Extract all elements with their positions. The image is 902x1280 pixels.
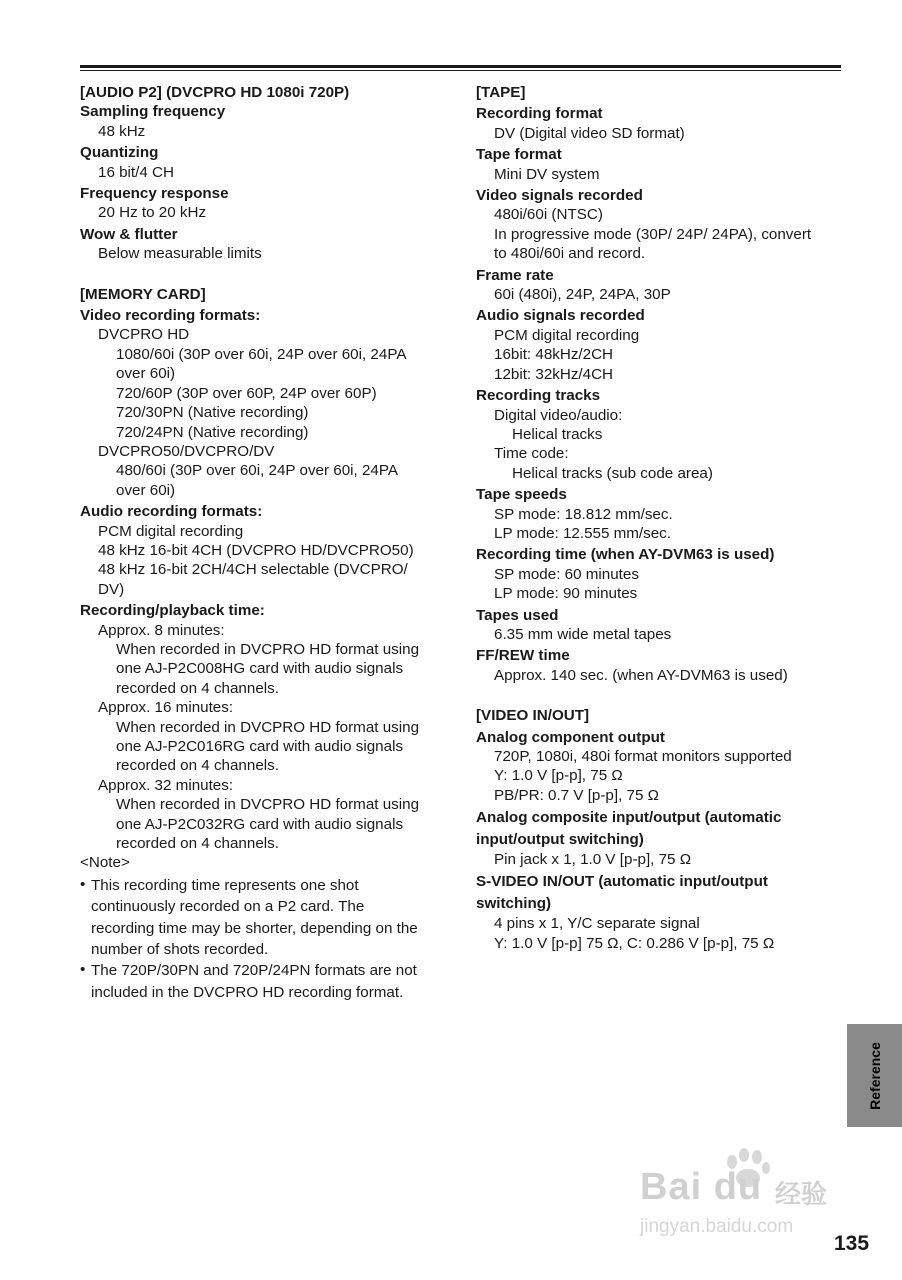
spec-value: Y: 1.0 V [p-p] 75 Ω, C: 0.286 V [p-p], 75 Ω [494,934,775,952]
spec-value: 16 bit/4 CH [98,163,174,181]
spec-value: 480/60i (30P over 60i, 24P over 60i, 24PA [116,462,399,480]
spec-value: 12bit: 32kHz/4CH [494,365,614,383]
note-label: <Note> [80,854,130,872]
spec-value: Approx. 16 minutes: [98,699,234,717]
spec-label: input/output switching) [476,830,644,848]
spec-value: one AJ-P2C032RG card with audio signals [116,815,404,833]
baidu-watermark [640,1148,850,1244]
spec-value: recorded on 4 channels. [116,679,279,697]
spec-value: 720P, 1080i, 480i format monitors supported [494,748,792,765]
spec-value: recorded on 4 channels. [116,757,279,775]
bullet-dot: • [80,961,86,979]
spec-label: Tapes used [476,606,559,624]
spec-value: Digital video/audio: [494,406,623,424]
spec-value: Y: 1.0 V [p-p], 75 Ω [494,767,623,785]
section-title-video-io: [VIDEO IN/OUT] [476,707,590,725]
memory-card-section [80,285,452,1004]
spec-value: Mini DV system [494,165,600,183]
spec-value: LP mode: 12.555 mm/sec. [494,524,671,542]
spec-value: 6.35 mm wide metal tapes [494,625,672,643]
spec-label: switching) [476,894,552,912]
spec-label: Frame rate [476,266,554,284]
bullet-dot: • [80,875,86,893]
spec-value: Time code: [494,445,569,463]
watermark-cn: 经验 [775,1179,828,1209]
side-tab-label: Reference [866,1041,883,1110]
spec-value: PB/PR: 0.7 V [p-p], 75 Ω [494,786,659,804]
spec-label: Analog composite input/output (automatic [476,809,782,827]
spec-value: Below measurable limits [98,245,262,263]
note-text: The 720P/30PN and 720P/24PN formats are not [91,962,417,980]
note-text: This recording time represents one shot [91,876,359,894]
spec-value: 20 Hz to 20 kHz [98,204,207,222]
spec-value: DV (Digital video SD format) [494,124,685,142]
top-rule [80,65,841,68]
spec-value: SP mode: 60 minutes [494,565,639,583]
spec-value: 4 pins x 1, Y/C separate signal [494,915,700,933]
spec-value: Pin jack x 1, 1.0 V [p-p], 75 Ω [494,851,692,869]
spec-value: Helical tracks [512,425,603,443]
spec-value: 480i/60i (NTSC) [494,206,603,224]
note-bullet [80,875,452,961]
spec-label: Recording format [476,105,603,123]
reference-side-tab [847,1024,902,1127]
spec-value: 720/60P (30P over 60P, 24P over 60P) [116,384,377,402]
spec-value: DVCPRO50/DVCPRO/DV [98,442,275,460]
spec-value: 48 kHz [98,122,146,140]
spec-value: 16bit: 48kHz/2CH [494,346,614,364]
spec-value: 720/24PN (Native recording) [116,423,309,441]
note-text: number of shots recorded. [91,941,269,959]
spec-label: Tape format [476,146,562,164]
spec-value: Approx. 32 minutes: [98,776,234,794]
spec-label: Video signals recorded [476,187,643,205]
spec-value: Approx. 8 minutes: [98,621,225,639]
spec-value: PCM digital recording [494,326,640,344]
spec-value: 1080/60i (30P over 60i, 24P over 60i, 24PA [116,345,407,363]
spec-label: S-VIDEO IN/OUT (automatic input/output [476,873,768,891]
spec-value: DV) [98,580,125,598]
spec-label: Tape speeds [476,486,567,504]
spec-label: Recording/playback time: [80,602,265,620]
section-title-audio-p2: [AUDIO P2] (DVCPRO HD 1080i 720P) [80,84,350,101]
spec-value: to 480i/60i and record. [494,245,646,263]
spec-label: Quantizing [80,144,159,162]
section-title-memory-card: [MEMORY CARD] [80,285,206,303]
left-column [80,83,452,1003]
spec-value: When recorded in DVCPRO HD format using [116,718,420,736]
tape-section [476,83,841,685]
audio-p2-section [80,83,452,264]
spec-label: FF/REW time [476,647,570,665]
page-number: 135 [834,1232,870,1255]
note-text: included in the DVCPRO HD recording format. [91,983,404,1001]
spec-value: Approx. 140 sec. (when AY-DVM63 is used) [494,666,788,684]
spec-value: over 60i) [116,365,176,383]
spec-label: Analog component output [476,728,665,746]
spec-label: Frequency response [80,185,229,203]
note-text: recording time may be shorter, depending on the [91,919,418,937]
right-column [476,83,841,953]
spec-label: Audio recording formats: [80,503,263,521]
note-bullet [80,960,452,1003]
spec-label: Audio signals recorded [476,307,645,325]
spec-value: When recorded in DVCPRO HD format using [116,796,420,814]
video-io-section [476,706,841,953]
spec-value: one AJ-P2C016RG card with audio signals [116,738,404,755]
section-title-tape: [TAPE] [476,84,526,101]
top-rule-thin [80,70,841,71]
spec-label: Recording time (when AY-DVM63 is used) [476,546,775,564]
spec-value: 60i (480i), 24P, 24PA, 30P [494,286,671,304]
note-text: continuously recorded on a P2 card. The [91,898,365,916]
watermark-url: jingyan.baidu.com [640,1216,794,1237]
spec-value: LP mode: 90 minutes [494,585,638,603]
spec-value: one AJ-P2C008HG card with audio signals [116,660,404,678]
watermark-brand: Bai du [640,1166,763,1208]
spec-label: Recording tracks [476,387,601,405]
spec-value: PCM digital recording [98,522,244,540]
spec-value: When recorded in DVCPRO HD format using [116,640,420,658]
spec-value: 720/30PN (Native recording) [116,404,309,422]
spec-value: recorded on 4 channels. [116,835,279,853]
spec-value: over 60i) [116,481,176,499]
spec-value: SP mode: 18.812 mm/sec. [494,505,673,523]
spec-value: DVCPRO HD [98,326,190,344]
spec-value: 48 kHz 16-bit 4CH (DVCPRO HD/DVCPRO50) [98,541,414,559]
spec-label: Video recording formats: [80,307,261,325]
spec-value: In progressive mode (30P/ 24P/ 24PA), convert [494,225,812,243]
spec-value: Helical tracks (sub code area) [512,464,713,482]
spec-value: 48 kHz 16-bit 2CH/4CH selectable (DVCPRO/ [98,561,408,579]
spec-label: Wow & flutter [80,225,178,243]
spec-label: Sampling frequency [80,103,226,121]
